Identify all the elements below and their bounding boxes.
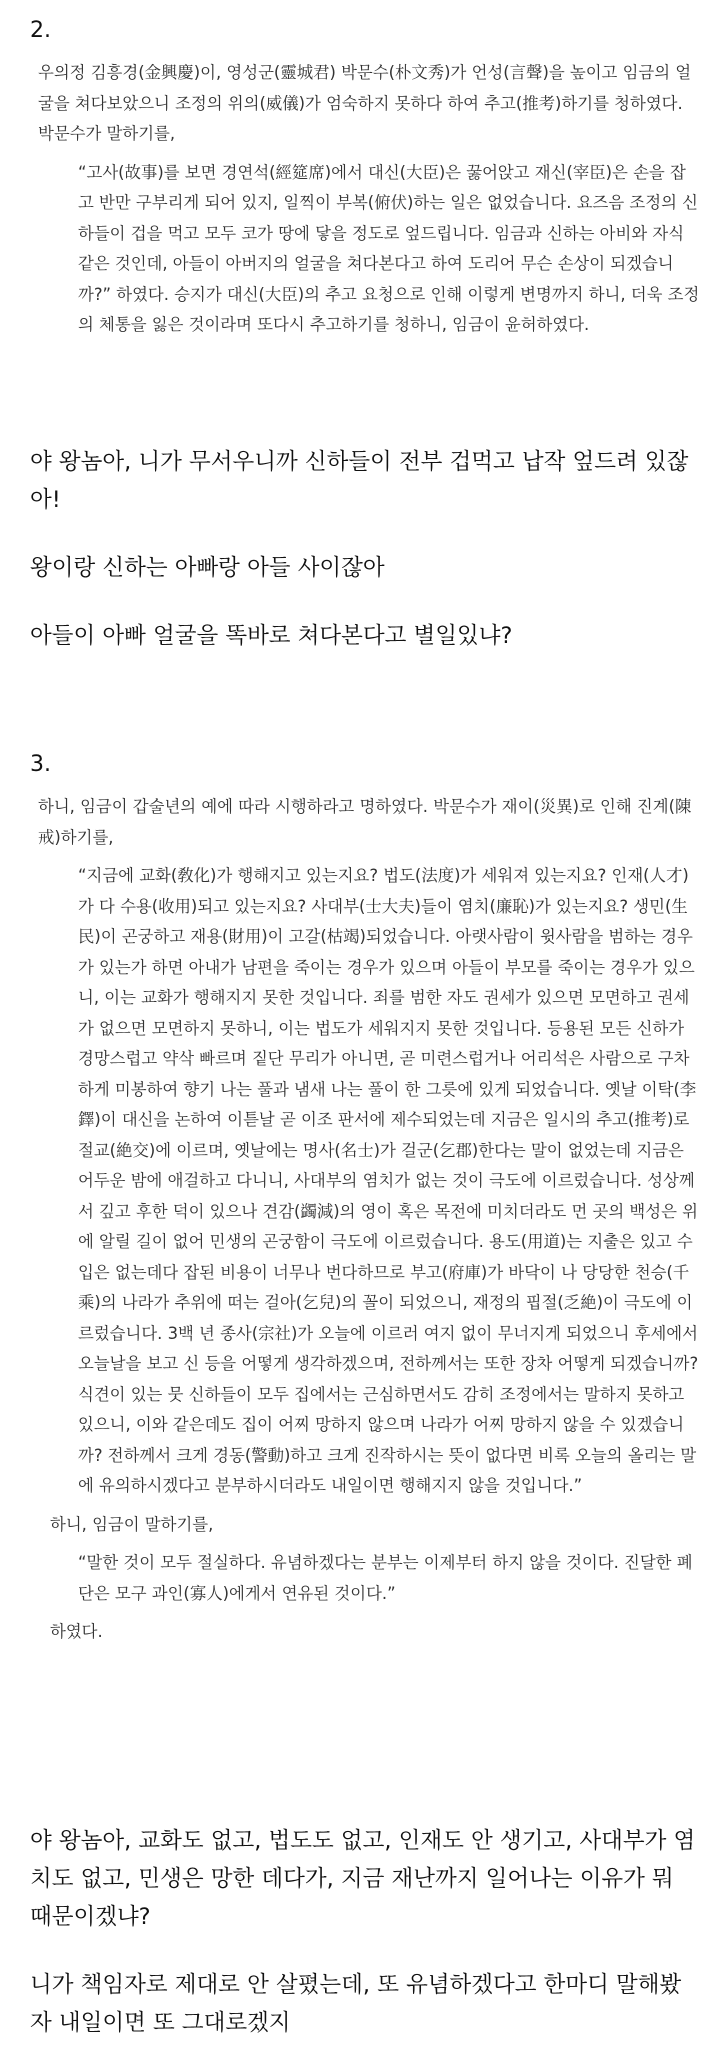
comment-block [30, 443, 700, 655]
excerpt-intro: 우의정 김흥경(金興慶)이, 영성군(靈城君) 박문수(朴文秀)가 언성(言聲)을 높이고 임금의 얼굴을 쳐다보았으니 조정의 위의(威儀)가 엄숙하지 못하다 하여 추고(推考)하기를 청하였다. 박문수가 말하기를, [38, 63, 692, 143]
comment-line: 왕이랑 신하는 아빠랑 아들 사이잖아 [30, 555, 385, 581]
excerpt-block [38, 58, 700, 341]
excerpt-quote: “지금에 교화(敎化)가 행해지고 있는지요? 법도(法度)가 세워져 있는지요? 인재(人才)가 다 수용(收用)되고 있는지요? 사대부(士大夫)들이 염치(廉恥)가 있는지요? 생민(生民)이 곤궁하고 재용(財用)이 고갈(枯竭)되었습니다. 아랫사람이 윗사람을 범하는 경우가 있는가 하면 아내가 남편을 죽이는 경우가 있으며 아들이 부모를 죽이는 경우가 있으니, 이는 교화가 행해지지 못한 것입니다. 죄를 범한 자도 권세가 있으면 모면하고 권세가 없으면 모면하지 못하니, 이는 법도가 세워지지 못한 것입니다. 등용된 모든 신하가 경망스럽고 약삭 빠르며 짙단 무리가 아니면, 곧 미련스럽거나 어리석은 사람으로 구차하게 미봉하여 향기 나는 풀과 냄새 나는 풀이 한 그릇에 있게 되었습니다. 옛날 이탁(李鐸)이 대신을 논하여 이튿날 곧 이조 판서에 제수되었는데 지금은 일시의 추고(推考)로 절교(絶交)에 이르며, 옛날에는 명사(名士)가 걸군(乞郡)한다는 말이 없었는데 지금은 어두운 밤에 애걸하고 다니니, 사대부의 염치가 없는 것이 극도에 이르렀습니다. 성상께서 깊고 후한 덕이 있으나 견감(蠲減)의 영이 혹은 목전에 미치더라도 먼 곳의 백성은 위에 알릴 길이 없어 민생의 곤궁함이 극도에 이르렀습니다. 용도(用道)는 지출은 있고 수입은 없는데다 잡된 비용이 너무나 번다하므로 부고(府庫)가 바닥이 나 당당한 천승(千乘)의 나라가 추위에 떠는 걸아(乞兒)의 꼴이 되었으니, 재정의 핍절(乏絶)이 극도에 이르렀습니다. 3백 년 종사(宗社)가 오늘에 이르러 여지 없이 무너지게 되었으니 후세에서 오늘날을 보고 신 등을 어떻게 생각하겠으며, 전하께서는 또한 장차 어떻게 되겠습니까? 식견이 있는 뭇 신하들이 모두 집에서는 근심하면서도 감히 조정에서는 말하지 못하고 있으니, 이와 같은데도 집이 어찌 망하지 않으며 나라가 어찌 망하지 않을 수 있겠습니까? 전하께서 크게 경동(警動)하고 크게 진작하시는 뜻이 없다면 비록 오늘의 올리는 말에 유의하시겠다고 분부하시더라도 내일이면 행해지지 않을 것입니다.” [78, 866, 699, 1495]
excerpt-intro: 하니, 임금이 말하기를, [50, 1514, 214, 1534]
comment-block [30, 1822, 700, 2042]
comment-line: 야 왕놈아, 니가 무서우니까 신하들이 전부 겁먹고 납작 엎드려 있잖아! [30, 449, 689, 513]
section-number: 2. [30, 18, 51, 43]
comment-line: 니가 책임자로 제대로 안 살폈는데, 또 유념하겠다고 한마디 말해봤자 내일이면 또 그대로겠지 [30, 1972, 682, 2036]
section-number: 3. [30, 752, 51, 777]
excerpt-quote: “고사(故事)를 보면 경연석(經筵席)에서 대신(大臣)은 꿇어앉고 재신(宰臣)은 손을 잡고 반만 구부리게 되어 있지, 일찍이 부복(俯伏)하는 일은 없었습니다. 요즈음 조정의 신하들이 겁을 먹고 모두 코가 땅에 닿을 정도로 엎드립니다. 임금과 신하는 아비와 자식 같은 것인데, 아들이 아버지의 얼굴을 쳐다본다고 하여 도리어 무슨 손상이 되겠습니까?” 하였다. 승지가 대신(大臣)의 추고 요청으로 인해 이렇게 변명까지 하니, 더욱 조정의 체통을 잃은 것이라며 또다시 추고하기를 청하니, 임금이 윤허하였다. [78, 162, 700, 334]
excerpt-outro: 하였다. [50, 1622, 103, 1641]
comment-line: 야 왕놈아, 교화도 없고, 법도도 없고, 인재도 안 생기고, 사대부가 염치도 없고, 민생은 망한 데다가, 지금 재난까지 일어나는 이유가 뭐 때문이겠냐? [30, 1828, 696, 1930]
excerpt-intro: 하니, 임금이 갑술년의 예에 따라 시행하라고 명하였다. 박문수가 재이(災異)로 인해 진계(陳戒)하기를, [38, 797, 692, 847]
excerpt-block [38, 792, 700, 1648]
comment-line: 아들이 아빠 얼굴을 똑바로 쳐다본다고 별일있냐? [30, 623, 513, 649]
excerpt-quote: “말한 것이 모두 절실하다. 유념하겠다는 분부는 이제부터 하지 않을 것이다. 진달한 폐단은 모구 과인(寡人)에게서 연유된 것이다.” [78, 1553, 693, 1603]
